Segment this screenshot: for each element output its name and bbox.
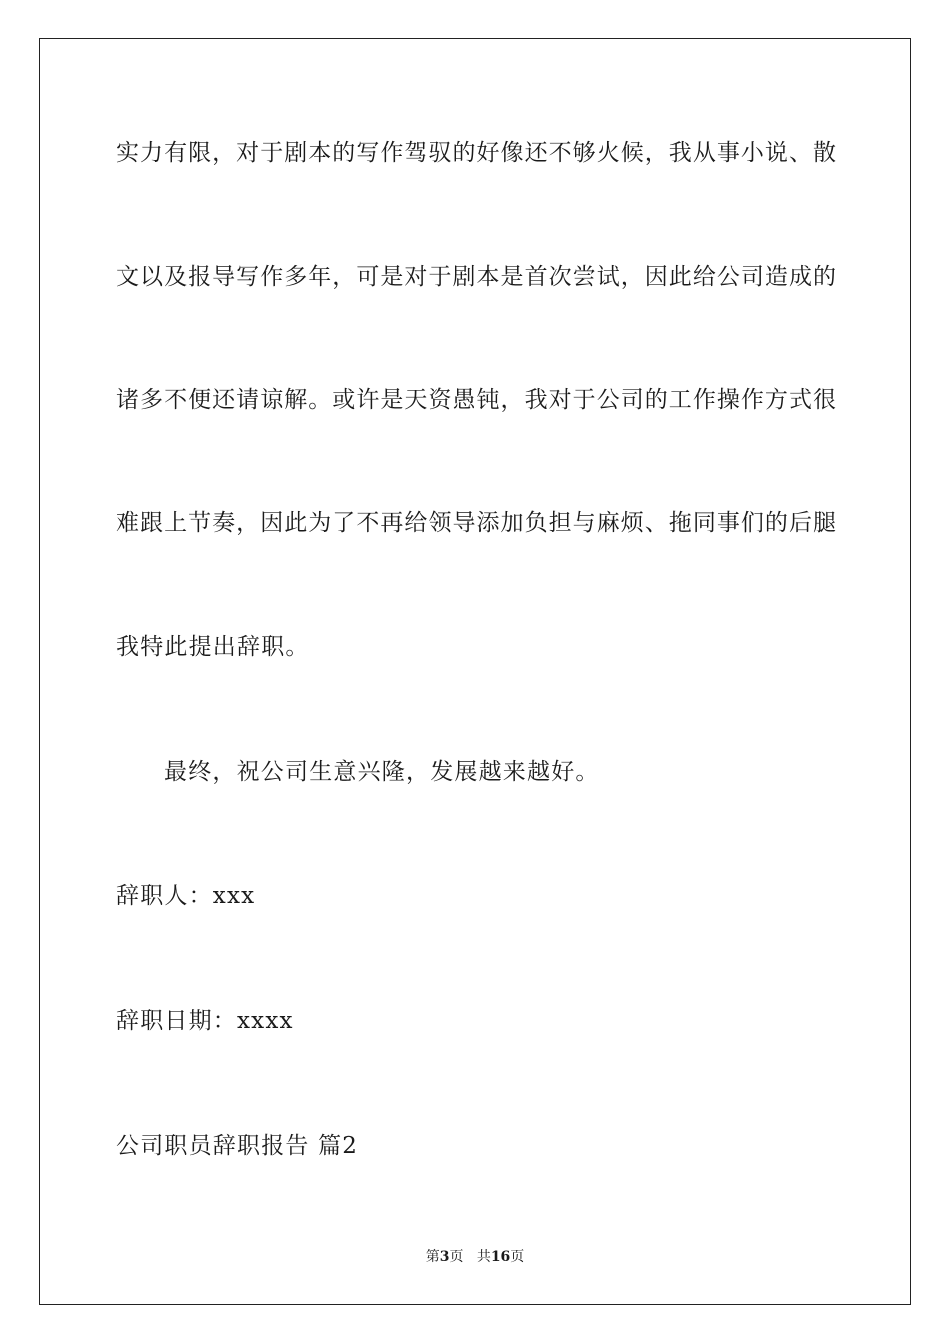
footer-total-prefix: 共 — [476, 1249, 491, 1265]
section-heading: 公司职员辞职报告 篇2 — [116, 1133, 359, 1159]
closing-line: 最终，祝公司生意兴隆，发展越来越好。 — [164, 759, 600, 785]
footer-page-total: 16 — [490, 1249, 511, 1265]
footer-page-prefix: 第 — [425, 1249, 440, 1265]
paragraph-line-1: 实力有限，对于剧本的写作驾驭的好像还不够火候，我从事小说、散 — [116, 140, 836, 166]
page-border — [39, 38, 911, 1305]
signer-line: 辞职人：xxx — [116, 883, 256, 909]
footer-page-current: 3 — [439, 1249, 450, 1265]
paragraph-line-5: 我特此提出辞职。 — [116, 634, 310, 660]
footer-total-suffix: 页 — [510, 1249, 525, 1265]
paragraph-line-2: 文以及报导写作多年，可是对于剧本是首次尝试，因此给公司造成的 — [116, 264, 836, 290]
paragraph-line-4: 难跟上节奏，因此为了不再给领导添加负担与麻烦、拖同事们的后腿 — [116, 510, 836, 536]
paragraph-line-3: 诸多不便还请谅解。或许是天资愚钝，我对于公司的工作操作方式很 — [116, 387, 836, 413]
date-line: 辞职日期：xxxx — [116, 1008, 294, 1034]
page-footer — [0, 1248, 950, 1266]
footer-page-suffix: 页 — [449, 1249, 464, 1265]
